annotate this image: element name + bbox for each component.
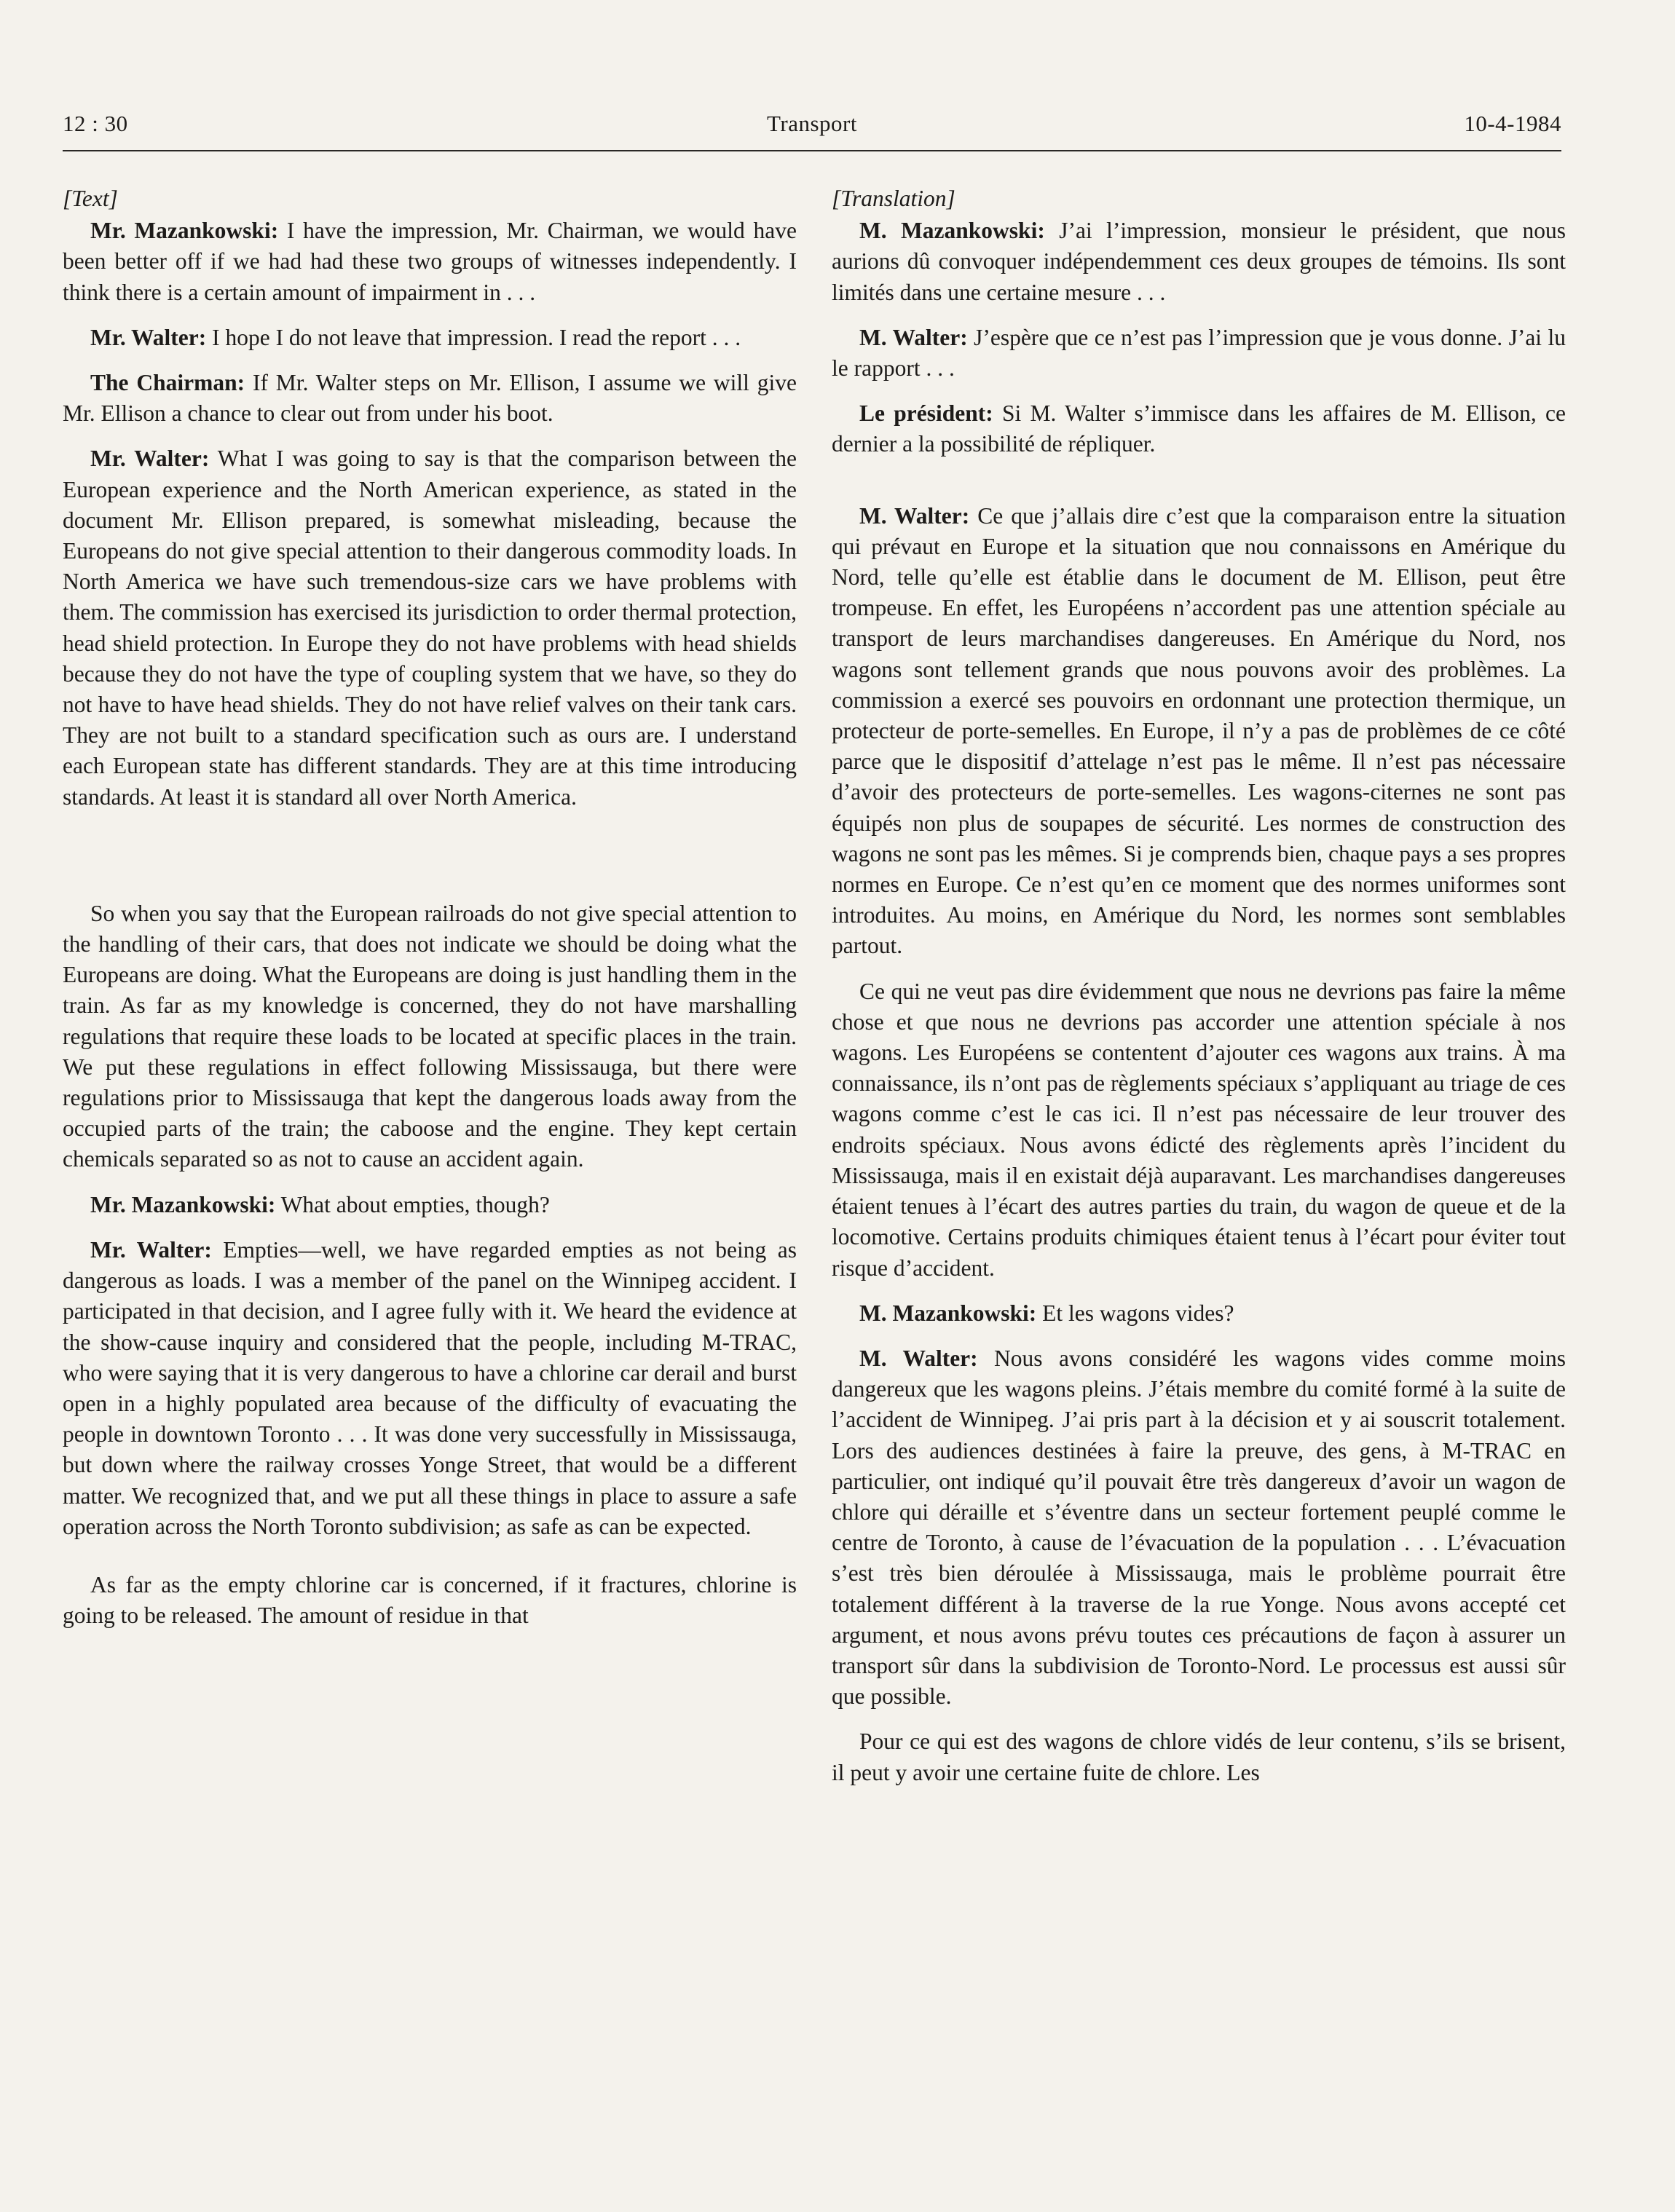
speaker-name: M. Walter:: [859, 1345, 978, 1371]
paragraph: [832, 501, 1566, 962]
paragraph: [63, 323, 797, 353]
paragraph: [832, 398, 1566, 459]
speaker-name: M. Walter:: [859, 502, 970, 529]
paragraph: [832, 976, 1566, 1284]
paragraph-text: I hope I do not leave that impression. I read the report . . .: [206, 324, 741, 350]
speaker-name: M. Mazankowski:: [859, 1300, 1037, 1326]
paragraph: [832, 216, 1566, 308]
paragraph-text: If Mr. Walter steps on Mr. Ellison, I assume we will give Mr. Ellison a chance to clear out from under his boot.: [63, 370, 797, 427]
paragraph-text: What about empties, though?: [275, 1191, 550, 1217]
paragraph-text: Ce qui ne veut pas dire évidemment que nous ne devrions pas faire la même chose et que nous ne devrions pas accorder une attention spéciale à nos wagons. Les Européens se contentent d’ajouter ces wagons aux trains. À ma connaissance, ils n’ont pas de règlements spéciaux s’appliquant au triage de ces wagons comme c’est le cas ici. Il n’est pas nécessaire de leur trouver des endroits spéciaux. Nous avons édicté des règlements après l’incident du Mississauga, mais il en existait déjà auparavant. Les marchandises dangereuses étaient tenues à l’écart des autres parties du train, du wagon de queue et de la locomotive. Certains produits chimiques étaient tenus à l’écart pour éviter tout risque d’accident.: [832, 978, 1566, 1281]
speaker-name: Mr. Mazankowski:: [90, 218, 279, 244]
paragraph: [63, 898, 797, 1175]
page-number: 12 : 30: [63, 111, 128, 136]
paragraph-text: As far as the empty chlorine car is concerned, if it fractures, chlorine is going to be released. The amount of residue in that: [63, 1571, 797, 1629]
paragraph-text: Empties—well, we have regarded empties as not being as dangerous as loads. I was a member of the panel on the Winnipeg accident. I participated in that decision, and I agree fully with it. We heard the evidence at the show-cause inquiry and considered that the people, including M-TRAC, who were saying that it is very dangerous to have a chlorine car derail and burst open in a highly populated area because of the difficulty of evacuating the people in downtown Toronto . . . It was done very successfully in Mississauga, but down where the railway crosses Yonge Street, that would be a different matter. We recognized that, and we put all these things in place to assure a safe operation across the North Toronto subdivision; as safe as can be expected.: [63, 1236, 797, 1539]
paragraph: [63, 443, 797, 812]
translation-tag: [Translation]: [832, 186, 955, 211]
paragraph: [63, 1235, 797, 1542]
paragraph: [832, 1343, 1566, 1712]
paragraph: [63, 1190, 797, 1220]
speaker-name: Mr. Walter:: [90, 446, 210, 472]
paragraph-text: Pour ce qui est des wagons de chlore vidés de leur contenu, s’ils se brisent, il peut y avoir une certaine fuite de chlore. Les: [832, 1729, 1566, 1785]
running-title: Transport: [767, 111, 857, 136]
paragraph: [832, 323, 1566, 384]
page-header: [63, 108, 1561, 151]
paragraph: [63, 216, 797, 308]
paragraph-text: I have the impression, Mr. Chairman, we would have been better off if we had had these two groups of witnesses independently. I think there is a certain amount of impairment in . . .: [63, 218, 797, 305]
speaker-name: Mr. Walter:: [90, 1236, 212, 1263]
speaker-name: M. Mazankowski:: [859, 218, 1045, 244]
english-column: [63, 183, 797, 1646]
paragraph-text: So when you say that the European railroads do not give special attention to the handling of their cars, that does not indicate we should be doing what the Europeans are doing. What the Europeans are doing is just handling them in the train. As far as my knowledge is concerned, they do not have marshalling regulations that require these loads to be located at specific places in the train. We put these regulations in effect following Mississauga, but there were regulations prior to Mississauga that kept the dangerous loads away from the occupied parts of the train; the caboose and the engine. They kept certain chemicals separated so as not to cause an accident again.: [63, 900, 797, 1172]
paragraph-text: Nous avons considéré les wagons vides comme moins dangereux que les wagons pleins. J’étais membre du comité formé à la suite de l’accident de Winnipeg. J’ai pris part à la décision et y ai souscrit totalement. Lors des audiences destinées à faire la preuve, des gens, à M-TRAC en particulier, ont indiqué qu’il pouvait être très dangereux d’avoir un wagon de chlore qui déraille et s’éventre dans un secteur fortement peuplé comme le centre de Toronto, à cause de l’évacuation de la population . . . L’évacuation s’est très bien déroulée à Mississauga, mais le problème pourrait être totalement différent à la traverse de la rue Yonge. Nous avons accepté cet argument, et nous avons prévu toutes ces précautions de façon à assurer un transport sûr dans la subdivision de Toronto-Nord. Le processus est aussi sûr que possible.: [832, 1345, 1566, 1710]
french-column: [832, 183, 1566, 1803]
speaker-name: Mr. Walter:: [90, 324, 207, 350]
speaker-name: Le président:: [859, 400, 993, 427]
paragraph: [832, 1726, 1566, 1788]
paragraph-text: Et les wagons vides?: [1036, 1300, 1234, 1326]
paragraph: [63, 1570, 797, 1631]
paragraph-text: Ce que j’allais dire c’est que la comparaison entre la situation qui prévaut en Europe et la situation que nou connaissons en Amérique du Nord, telle qu’elle est établie dans le document de M. Ellison, peut être trompeuse. En effet, les Européens n’accordent pas une attention spéciale au transport de leurs marchandises dangereuses. En Amérique du Nord, nos wagons sont tellement grands que nous pouvons avoir des problèmes. La commission a exercé ses pouvoirs en ordonnant une protection thermique, un protecteur de porte-semelles. En Europe, il n’y a pas de problèmes de ce côté parce que le dispositif d’attelage n’est pas le même. Il n’est pas nécessaire d’avoir des protecteurs de porte-semelles. Les wagons-citernes ne sont pas équipés non plus de soupapes de sécurité. Les normes de construction des wagons ne sont pas les mêmes. Si je comprends bien, chaque pays a ses propres normes en Europe. Ce n’est qu’en ce moment que des normes uniformes sont introduites. Au moins, en Amérique du Nord, les normes sont semblables partout.: [832, 502, 1566, 959]
text-tag: [Text]: [63, 186, 118, 211]
speaker-name: M. Walter:: [859, 324, 968, 350]
speaker-name: The Chairman:: [90, 370, 245, 396]
paragraph-text: J’ai l’impression, monsieur le président, que nous aurions dû convoquer indépendemment ces deux groupes de témoins. Ils sont limités dans une certaine mesure . . .: [832, 218, 1566, 305]
paragraph: [832, 1298, 1566, 1329]
paragraph: [63, 368, 797, 429]
paragraph-text: What I was going to say is that the comparison between the European experience and the North American experience, as stated in the document Mr. Ellison prepared, is somewhat misleading, because the Europeans do not give special attention to their dangerous commodity loads. In North America we have such tremendous-size cars we have problems with them. The commission has exercised its jurisdiction to order thermal protection, head shield protection. In Europe they do not have problems with head shields because they do not have the type of coupling system that we have, so they do not have to have head shields. They do not have relief valves on their tank cars. They are not built to a standard specification such as ours are. I understand each European state has different standards. They are at this time introducing standards. At least it is standard all over North America.: [63, 446, 797, 810]
page-date: 10-4-1984: [1464, 111, 1561, 136]
speaker-name: Mr. Mazankowski:: [90, 1191, 276, 1217]
paragraph-text: Si M. Walter s’immisce dans les affaires de M. Ellison, ce dernier a la possibilité de répliquer.: [832, 400, 1566, 457]
paragraph-text: J’espère que ce n’est pas l’impression que je vous donne. J’ai lu le rapport . . .: [832, 324, 1566, 382]
